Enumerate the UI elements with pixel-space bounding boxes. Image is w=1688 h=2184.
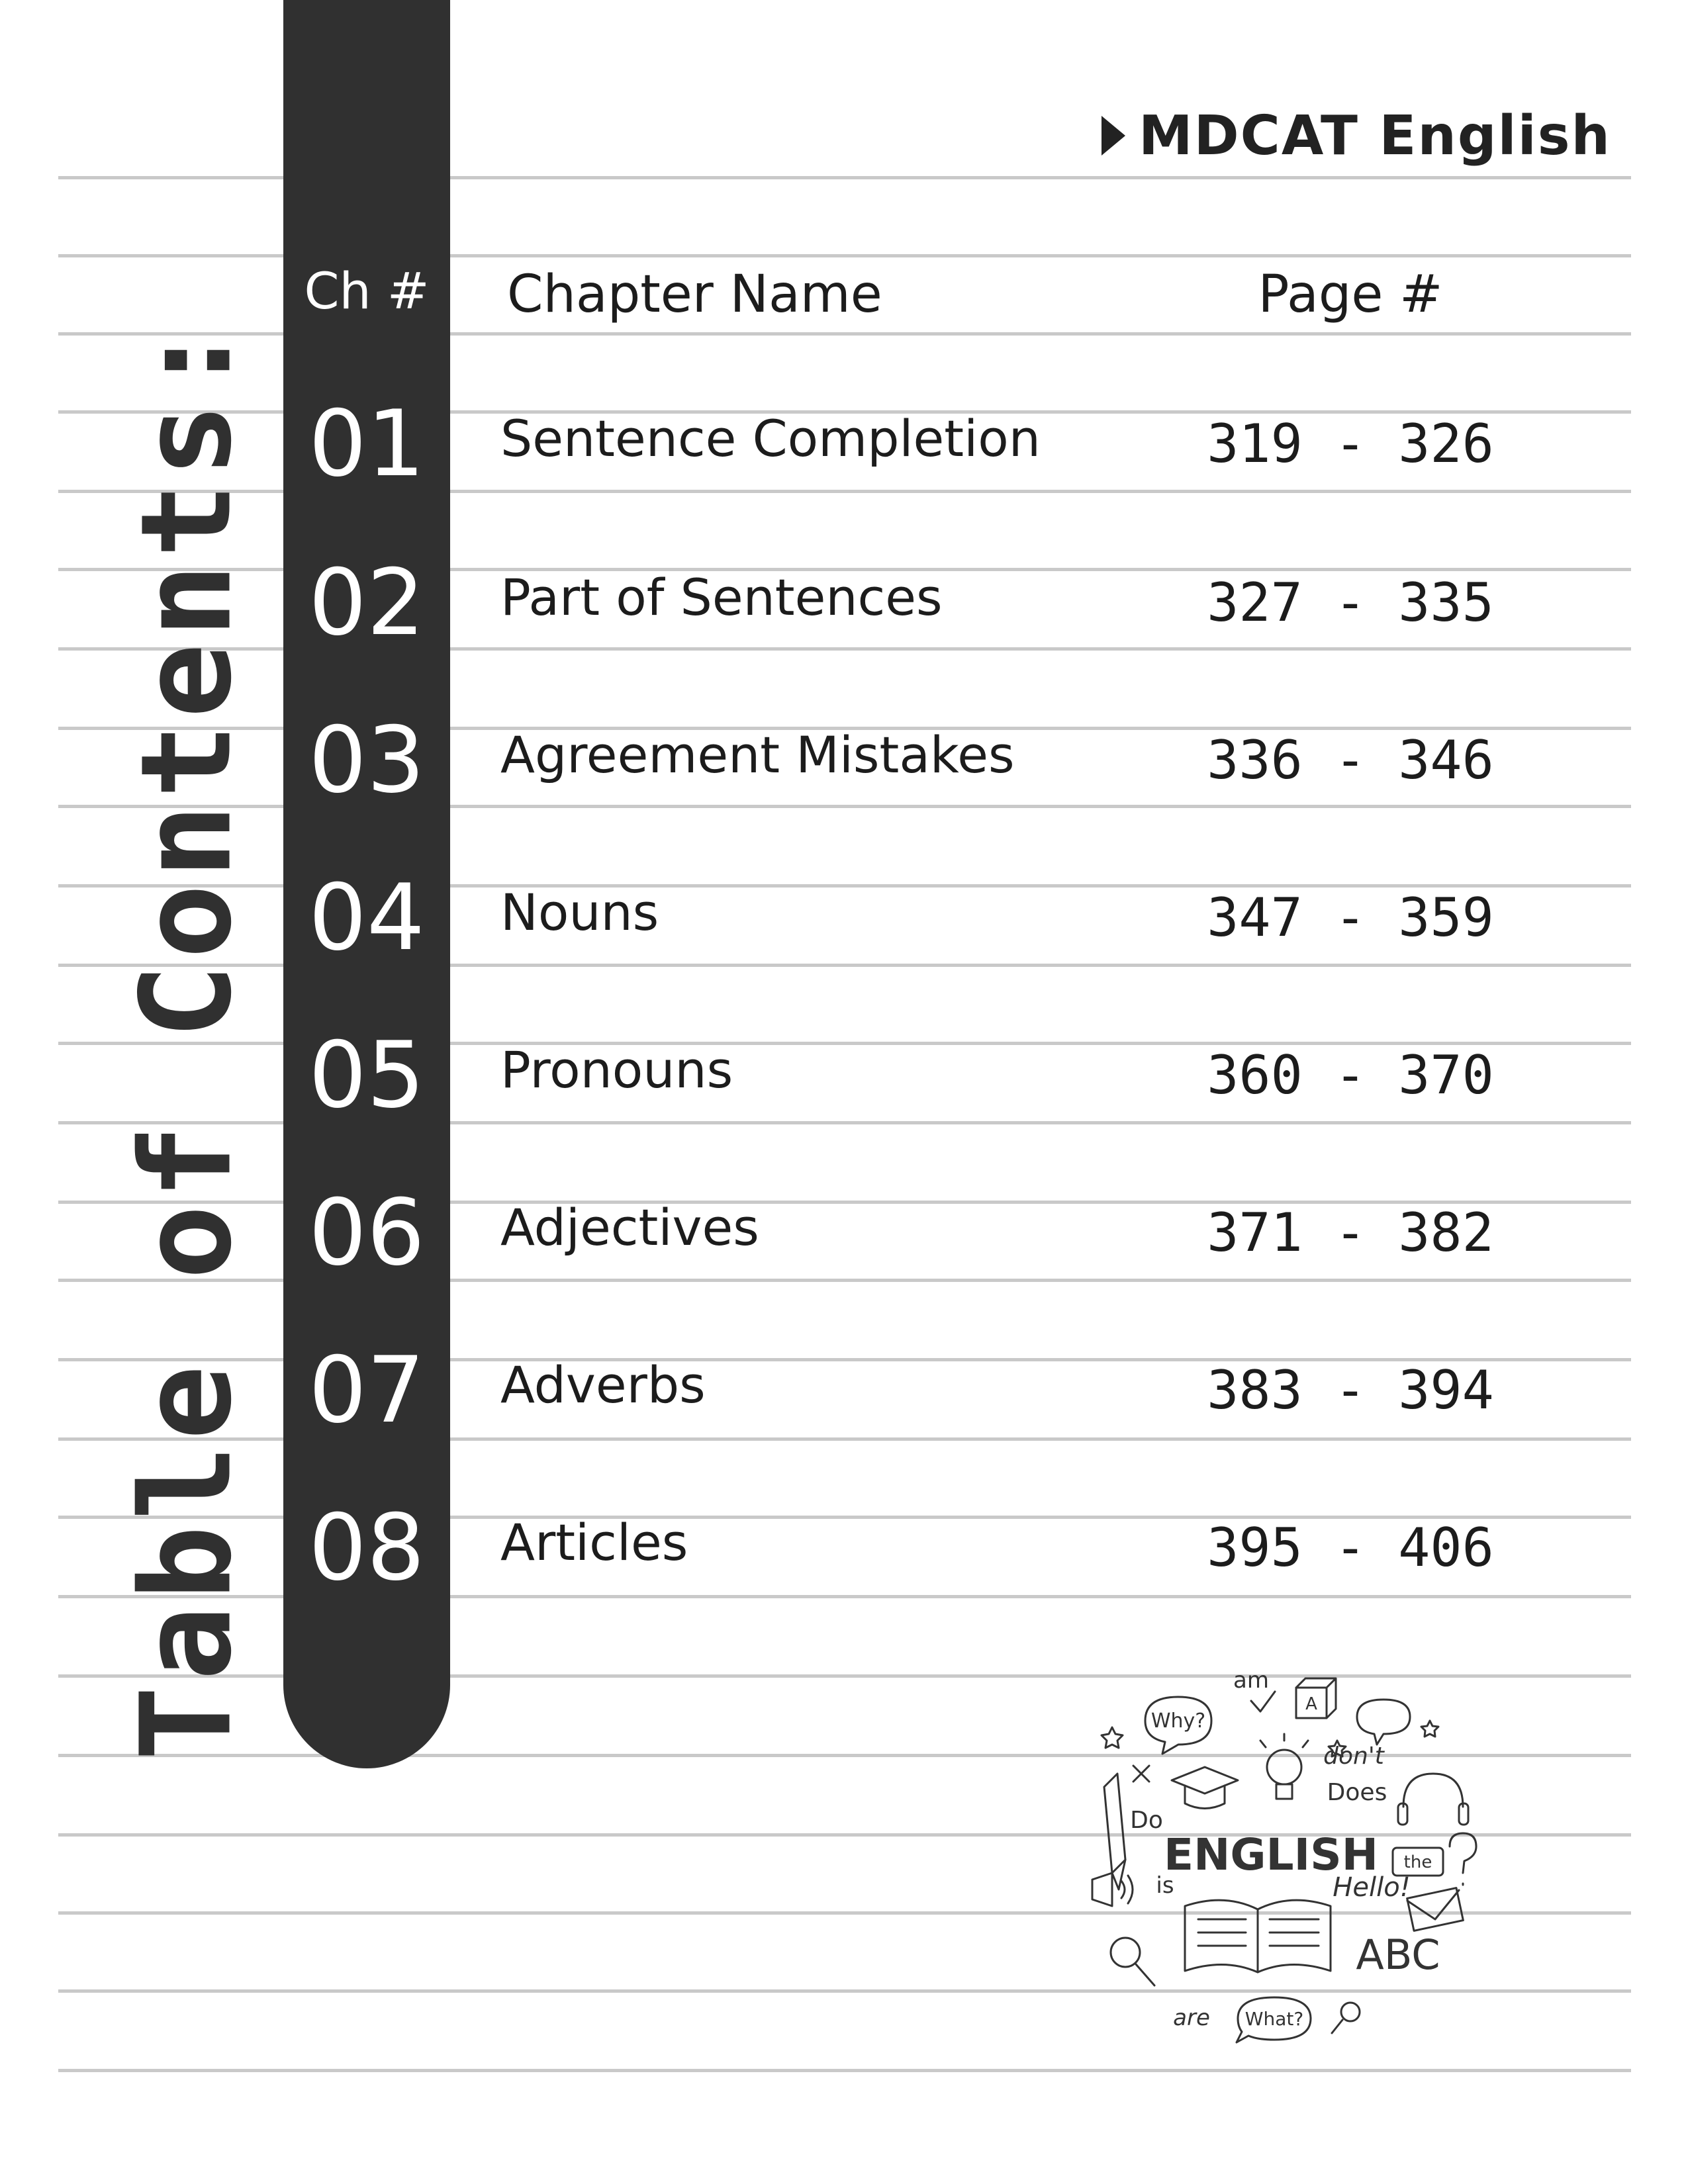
badge-word: A	[1305, 1694, 1317, 1714]
badge-word: What?	[1244, 2008, 1304, 2030]
open-book-icon	[1185, 1900, 1331, 1972]
chapter-name: Adverbs	[500, 1355, 706, 1414]
megaphone-icon	[1092, 1873, 1133, 1906]
header-chapter-name: Chapter Name	[507, 265, 882, 324]
pencil-icon	[1104, 1774, 1125, 1889]
toc-row[interactable]	[0, 1494, 1688, 1600]
badge-word: Hello!	[1333, 1872, 1411, 1903]
brand-header	[1102, 99, 1611, 172]
badge-word: ABC	[1356, 1931, 1440, 1979]
magnifier-icon	[1111, 1938, 1154, 1985]
graduation-cap-icon	[1172, 1767, 1238, 1809]
toc-row[interactable]	[0, 864, 1688, 970]
chapter-number: 03	[308, 707, 425, 813]
chapter-name: Nouns	[500, 883, 659, 942]
badge-word: am	[1233, 1667, 1269, 1694]
toc-row[interactable]	[0, 1337, 1688, 1443]
cross-mark-icon	[1133, 1766, 1149, 1782]
toc-row[interactable]	[0, 707, 1688, 813]
badge-center-word: ENGLISH	[1164, 1829, 1378, 1880]
english-doodle-badge	[1072, 1641, 1496, 2065]
badge-word: Do	[1130, 1807, 1163, 1834]
header-chapter-number: Ch #	[304, 261, 430, 320]
chapter-name: Sentence Completion	[500, 409, 1041, 468]
badge-word: don't	[1323, 1743, 1384, 1770]
sidebar-title-wrapper	[0, 0, 259, 1761]
chapter-number: 08	[308, 1494, 425, 1601]
push-pin-icon	[1332, 2003, 1360, 2033]
badge-word: Does	[1327, 1779, 1387, 1806]
chapter-name: Articles	[500, 1513, 688, 1572]
page-range: 319 - 326	[1207, 413, 1494, 475]
chapter-number: 07	[308, 1337, 425, 1443]
toc-row[interactable]	[0, 390, 1688, 496]
page-range: 383 - 394	[1207, 1359, 1494, 1421]
page-range: 360 - 370	[1207, 1044, 1494, 1106]
page-range: 395 - 406	[1207, 1517, 1494, 1578]
badge-word: the	[1403, 1852, 1432, 1872]
ruled-line	[58, 2069, 1631, 2072]
badge-word: is	[1156, 1872, 1174, 1899]
chat-bubble-icon	[1357, 1700, 1410, 1745]
question-mark-icon	[1450, 1833, 1476, 1885]
chapter-name: Pronouns	[500, 1040, 733, 1099]
chapter-number: 04	[308, 864, 425, 971]
chapter-name: Part of Sentences	[500, 568, 943, 627]
page-range: 371 - 382	[1207, 1202, 1494, 1263]
check-mark-icon	[1251, 1692, 1275, 1711]
badge-word: are	[1173, 2005, 1210, 2031]
chapter-name: Agreement Mistakes	[500, 725, 1015, 784]
play-arrow-icon	[1102, 116, 1125, 156]
page-range: 336 - 346	[1207, 729, 1494, 791]
chapter-number: 02	[308, 549, 425, 656]
chapter-number: 05	[308, 1022, 425, 1128]
chapter-number: 06	[308, 1179, 425, 1286]
toc-row[interactable]	[0, 1022, 1688, 1128]
headphones-icon	[1398, 1774, 1468, 1825]
envelope-icon	[1407, 1888, 1464, 1931]
header-page-number: Page #	[1258, 265, 1443, 324]
page-range: 347 - 359	[1207, 887, 1494, 948]
brand-title: MDCAT English	[1139, 104, 1611, 167]
chapter-number: 01	[308, 390, 425, 497]
page-range: 327 - 335	[1207, 572, 1494, 633]
sidebar-title: Table of Contents:	[114, 317, 259, 1761]
star-icon	[1102, 1727, 1123, 1748]
star-icon	[1421, 1721, 1438, 1737]
light-bulb-icon	[1260, 1734, 1308, 1799]
chapter-name: Adjectives	[500, 1198, 759, 1257]
toc-row[interactable]	[0, 549, 1688, 655]
badge-word: Why?	[1150, 1709, 1206, 1733]
toc-row[interactable]	[0, 1179, 1688, 1285]
